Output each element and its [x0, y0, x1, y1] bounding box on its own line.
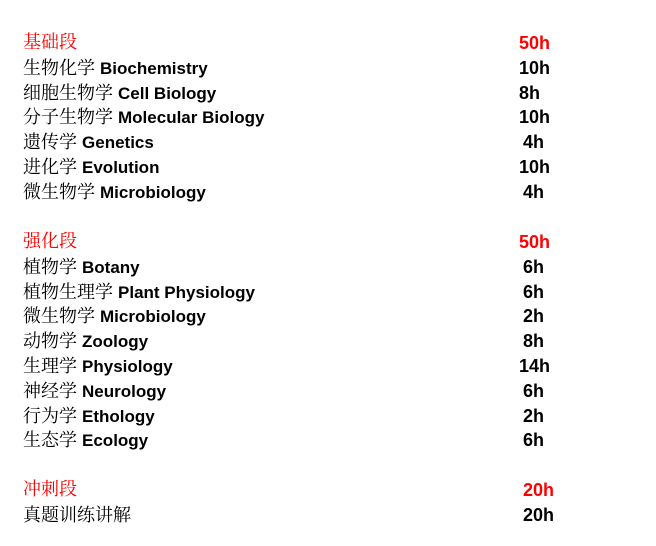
course-name-en: Microbiology: [100, 307, 206, 327]
course-hours: 2h: [523, 306, 545, 327]
course-name-en: Microbiology: [100, 182, 206, 202]
course-hours: 6h: [523, 281, 545, 302]
section-total-hours: 50h: [519, 232, 551, 252]
section-title: 基础段: [23, 32, 77, 53]
course-name-en: Physiology: [82, 356, 173, 376]
section-title: 强化段: [23, 231, 77, 252]
course-name-en: Biochemistry: [100, 58, 208, 78]
course-name-zh: 进化学: [23, 156, 77, 178]
course-name-zh: 微生物学: [23, 306, 95, 328]
course-name-zh: 分子生物学: [23, 107, 113, 129]
course-hours: 6h: [523, 256, 545, 277]
course-hours: 4h: [523, 181, 545, 202]
course-name-en: Plant Physiology: [118, 282, 255, 302]
section-total-hours: 50h: [519, 33, 551, 53]
course-hours: 8h: [523, 331, 545, 352]
course-hours: 2h: [523, 405, 545, 426]
course-name-en: Cell Biology: [118, 83, 217, 103]
course-name-en: Ethology: [82, 406, 155, 426]
course-row: [0, 503, 656, 528]
course-name-zh: 植物生理学: [23, 281, 113, 303]
course-name-zh: 植物学: [23, 256, 77, 278]
course-hours: 10h: [519, 107, 551, 128]
course-hours: 10h: [519, 156, 551, 177]
course-name-en: Neurology: [82, 381, 167, 401]
course-name-zh: 遗传学: [23, 132, 77, 154]
section-title: 冲刺段: [23, 479, 77, 500]
course-name-zh: 生物化学: [23, 57, 95, 79]
course-name-en: Genetics: [82, 133, 154, 153]
course-row: [0, 354, 656, 379]
section-intensive: [0, 230, 656, 453]
course-row: [0, 155, 656, 180]
course-hours: 14h: [519, 355, 551, 376]
section-header: [0, 478, 656, 503]
course-row: [0, 428, 656, 453]
course-hours: 4h: [523, 132, 545, 153]
course-row: [0, 130, 656, 155]
section-total-hours: 20h: [523, 480, 555, 500]
course-name-en: Molecular Biology: [118, 108, 265, 128]
course-name-zh: 生态学: [23, 430, 77, 452]
course-row: [0, 404, 656, 429]
course-name-zh: 神经学: [23, 380, 77, 402]
section-header: [0, 230, 656, 255]
course-name-zh: 微生物学: [23, 181, 95, 203]
course-name-en: Ecology: [82, 431, 149, 451]
course-row: [0, 280, 656, 305]
course-row: [0, 105, 656, 130]
section-foundation: [0, 31, 656, 205]
section-sprint: [0, 478, 656, 528]
course-name-en: Evolution: [82, 157, 160, 177]
course-name-zh: 动物学: [23, 331, 77, 353]
course-hours: 20h: [523, 504, 555, 525]
course-row: [0, 304, 656, 329]
course-row: [0, 56, 656, 81]
course-row: [0, 329, 656, 354]
course-name-zh: 行为学: [23, 405, 77, 427]
course-name-zh: 生理学: [23, 355, 77, 377]
course-row: [0, 255, 656, 280]
course-name-zh: 真题训练讲解: [23, 504, 131, 526]
course-name-en: Zoology: [82, 332, 149, 352]
course-name-zh: 细胞生物学: [23, 82, 113, 104]
course-hours: 6h: [523, 430, 545, 451]
course-row: [0, 180, 656, 205]
course-hours: 10h: [519, 57, 551, 78]
course-row: [0, 81, 656, 106]
course-name-en: Botany: [82, 257, 140, 277]
course-hours: 6h: [523, 380, 545, 401]
course-hours: 8h: [519, 82, 541, 103]
course-row: [0, 379, 656, 404]
section-header: [0, 31, 656, 56]
